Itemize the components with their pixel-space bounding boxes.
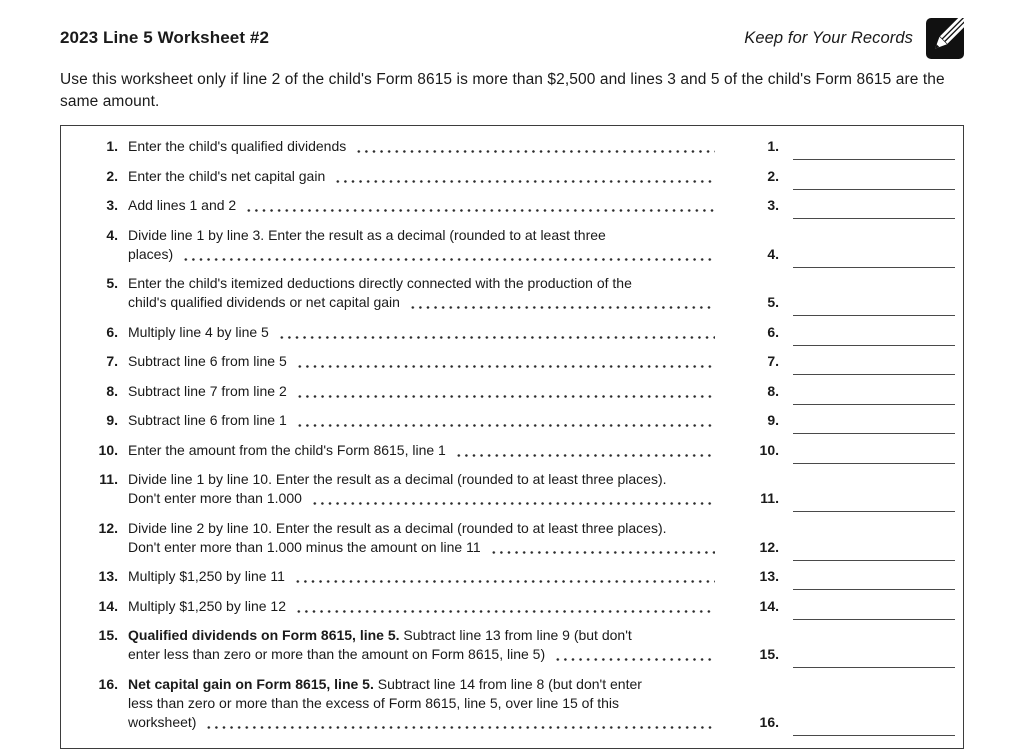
line-description [128,167,745,186]
answer-entry-line[interactable] [793,603,955,620]
answer-line-number: 13. [759,568,779,584]
keep-for-records-label: Keep for Your Records [744,28,913,47]
line-number: 12. [98,519,118,536]
dot-leader [182,258,715,261]
line-text: Multiply $1,250 by line 11 [128,568,285,584]
answer-line-number: 4. [767,245,779,262]
line-text: worksheet) [128,713,197,730]
answer-line-number: 15. [759,646,779,662]
line-description [128,196,745,215]
line-description [128,441,745,460]
answer-entry-line[interactable] [793,329,955,346]
answer-line-number: 11. [760,490,779,506]
line-text: Qualified dividends on Form 8615, line 5. Subtract line 13 from line 9 (but don't [128,627,632,643]
line-text: enter less than zero or more than the amount on Form 8615, line 5) [128,646,546,662]
answer-line-number: 5. [767,294,779,310]
dot-leader [205,726,715,729]
dot-leader [245,209,715,212]
page-header [60,16,964,60]
line-text: Add lines 1 and 2 [128,197,237,213]
line-description [128,137,745,156]
line-number: 10. [98,441,118,458]
line-description [128,411,745,430]
answer-line-number: 10. [759,441,779,458]
line-description [128,226,745,264]
answer-line-number: 16. [759,713,779,730]
worksheet-row [86,352,955,371]
line-number: 2. [106,167,118,184]
line-text: Divide line 1 by line 3. Enter the result as a decimal (rounded to at least three [128,226,606,243]
line-text: Subtract line 7 from line 2 [128,382,287,399]
answer-entry-line[interactable] [793,358,955,375]
worksheet-row [86,441,955,460]
line-number: 3. [106,197,118,213]
answer-line-number: 14. [759,597,779,614]
line-number: 7. [106,353,118,369]
answer-entry-line[interactable] [793,388,955,405]
dot-leader [334,180,715,183]
dot-leader [455,454,715,457]
answer-entry-line[interactable] [793,251,955,268]
worksheet-box [60,125,964,749]
worksheet-row [86,226,955,264]
line-number: 16. [98,675,118,692]
line-text: Enter the child's itemized deductions directly connected with the production of the [128,275,632,291]
answer-entry-line[interactable] [793,573,955,590]
line-text: Subtract line 6 from line 1 [128,412,287,428]
answer-line-number: 2. [767,167,779,184]
worksheet-row [86,137,955,156]
line-text: Enter the child's qualified dividends [128,138,347,154]
answer-entry-line[interactable] [793,495,955,512]
worksheet-row [86,323,955,342]
line-number: 1. [106,138,118,154]
worksheet-row [86,196,955,215]
answer-entry-line[interactable] [793,202,955,219]
dot-leader [490,551,715,554]
worksheet-row [86,167,955,186]
page-title: 2023 Line 5 Worksheet #2 [60,28,270,47]
line-description [128,626,745,664]
line-text: Enter the child's net capital gain [128,167,326,184]
line-number: 11. [99,471,118,487]
line-number: 15. [98,627,118,643]
dot-leader [296,395,715,398]
answer-line-number: 8. [767,382,779,399]
line-description [128,675,745,732]
line-number: 13. [98,568,118,584]
line-text: Subtract line 6 from line 5 [128,353,287,369]
line-text: Multiply $1,250 by line 12 [128,597,286,614]
line-text: Divide line 2 by line 10. Enter the result as a decimal (rounded to at least three places). [128,519,667,536]
dot-leader [296,424,715,427]
worksheet-row [86,626,955,664]
answer-entry-line[interactable] [793,719,955,736]
line-text: less than zero or more than the excess of Form 8615, line 5, over line 15 of this [128,694,620,711]
worksheet-row [86,470,955,508]
line-description [128,470,745,508]
worksheet-row [86,382,955,401]
answer-entry-line[interactable] [793,651,955,668]
answer-entry-line[interactable] [793,173,955,190]
worksheet-rows [86,137,955,732]
line-number: 4. [106,226,118,243]
answer-entry-line[interactable] [793,299,955,316]
line-description [128,382,745,401]
line-description [128,597,745,616]
dot-leader [294,580,715,583]
line-text: Enter the amount from the child's Form 8615, line 1 [128,441,446,458]
line-text: Don't enter more than 1.000 [128,490,302,506]
answer-line-number: 3. [767,197,779,213]
line-number: 8. [106,382,118,399]
answer-entry-line[interactable] [793,417,955,434]
line-description [128,519,745,557]
line-text: Divide line 1 by line 10. Enter the result as a decimal (rounded to at least three places). [128,471,667,487]
worksheet-row [86,519,955,557]
worksheet-row [86,567,955,586]
header-right [744,18,964,59]
line-description [128,352,745,371]
answer-line-number: 12. [759,538,779,555]
line-number: 5. [106,275,118,291]
worksheet-row [86,274,955,312]
dot-leader [554,658,715,661]
pencil-icon [926,18,964,59]
dot-leader [278,336,715,339]
worksheet-row [86,675,955,732]
line-description [128,274,745,312]
worksheet-row [86,597,955,616]
line-text: Net capital gain on Form 8615, line 5. Subtract line 14 from line 8 (but don't enter [128,675,642,692]
worksheet-row [86,411,955,430]
line-description [128,567,745,586]
answer-line-number: 7. [767,353,779,369]
dot-leader [409,306,715,309]
answer-entry-line[interactable] [793,447,955,464]
answer-line-number: 6. [767,323,779,340]
line-text: places) [128,245,174,262]
answer-entry-line[interactable] [793,143,955,160]
dot-leader [295,610,715,613]
line-number: 6. [106,323,118,340]
intro-text: Use this worksheet only if line 2 of the child's Form 8615 is more than $2,500 and lines 3 and 5 of the child's Form 8615 are the same amount. [60,71,945,110]
line-text: Multiply line 4 by line 5 [128,323,269,340]
line-number: 14. [98,597,118,614]
line-text: child's qualified dividends or net capital gain [128,294,400,310]
dot-leader [296,365,715,368]
line-text: Don't enter more than 1.000 minus the amount on line 11 [128,538,481,555]
answer-line-number: 1. [767,138,779,154]
dot-leader [355,150,715,153]
answer-entry-line[interactable] [793,544,955,561]
line-description [128,323,745,342]
line-number: 9. [106,412,118,428]
dot-leader [311,502,715,505]
answer-line-number: 9. [767,412,779,428]
